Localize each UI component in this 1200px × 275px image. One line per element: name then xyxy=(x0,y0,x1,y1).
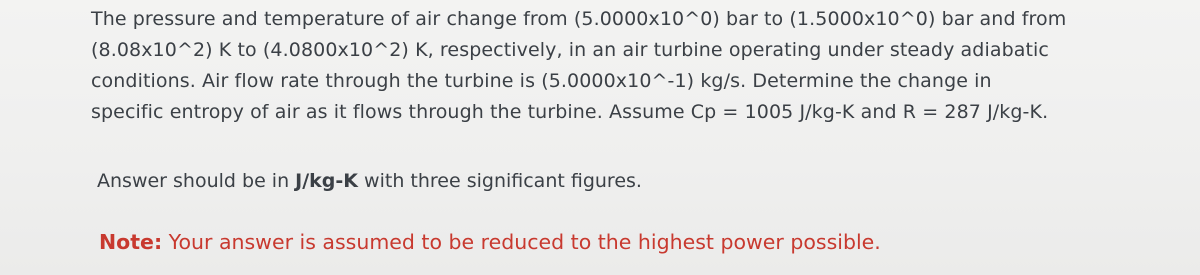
answer-instruction-suffix: with three significant figures. xyxy=(358,170,642,192)
question-line: conditions. Air flow rate through the turbine is (5.0000x10^-1) kg/s. Determine the change in xyxy=(91,70,992,92)
question-line: (8.08x10^2) K to (4.0800x10^2) K, respectively, in an air turbine operating under steady adiabatic xyxy=(91,39,1049,61)
note-text: Your answer is assumed to be reduced to the highest power possible. xyxy=(162,230,881,254)
note xyxy=(99,227,881,257)
answer-unit: J/kg-K xyxy=(295,170,359,192)
question-line: The pressure and temperature of air change from (5.0000x10^0) bar to (1.5000x10^0) bar and from xyxy=(91,8,1067,30)
answer-instruction xyxy=(97,166,642,196)
answer-instruction-prefix: Answer should be in xyxy=(97,170,296,192)
note-label: Note: xyxy=(99,230,163,254)
question-line: specific entropy of air as it flows through the turbine. Assume Cp = 1005 J/kg-K and R = 287 J/kg-K. xyxy=(91,101,1049,123)
question-text xyxy=(91,4,1171,128)
